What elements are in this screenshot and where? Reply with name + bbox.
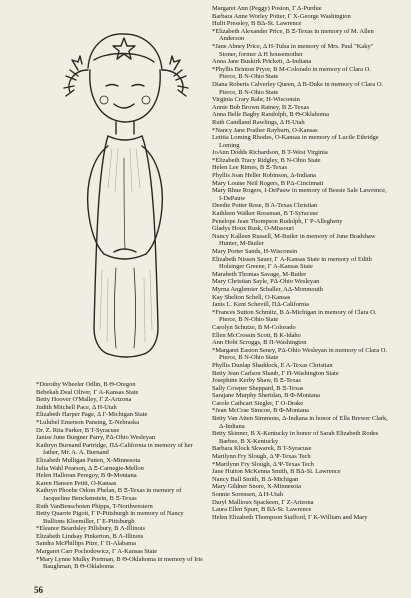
- donor-entry: Ellen McCrossin Scott, B K-Idaho: [212, 331, 301, 339]
- donor-entry: Josephine Kerby Shaw, B Ξ-Texas: [212, 377, 301, 385]
- left-column-entries: [36, 381, 204, 571]
- donor-entry: Ann Hobi Scroggs, B Π-Washington: [212, 339, 307, 347]
- donor-entry: Ruth Candland Rawlings, Δ H-Utah: [212, 118, 305, 126]
- donor-entry: Nancy Kalleen Russell, M-Butler in memory of June Bradshaw Hunter, M-Butler: [212, 232, 376, 248]
- donor-entry: Letitia Loming Rhodes, O-Kansas in memory of Lucile Ethridge Loming: [212, 134, 379, 149]
- donor-entry: Janise June Burgner Parry, PΔ-Ohio Wesleyan: [36, 434, 156, 442]
- donor-entry: Margaret Ann (Peggy) Poston, Γ Δ-Purdue: [212, 5, 322, 12]
- donor-entry: Karen Hansen Petitt, O-Kansas: [36, 479, 117, 487]
- donor-entry: Sally Cowper Sheppard, B Ξ-Texas: [212, 384, 304, 392]
- donor-entry: Anna Belle Bagby Randolph, B Θ-Oklahoma: [212, 111, 329, 119]
- donor-entry: Diana Roberts Calverley Queen, Δ B-Duke in memory of Clara O. Pierce, B N-Ohio State: [212, 80, 383, 96]
- donor-entry: Mary Rhue Rogers, I-DePauw in memory of Bessie Sale Lawrence, I-DePauw: [212, 187, 387, 202]
- donor-entry: Barbara Anne Worley Potter, Γ X-George Washington: [212, 12, 351, 20]
- donor-entry: Julia Wahl Pearson, Δ Ξ-Carnegie-Mellon: [36, 464, 144, 472]
- donor-entry: Helen Lee Rimes, B Ξ-Texas: [212, 164, 287, 172]
- donor-entry: *Frances Sutton Schmitz, B Δ-Michigan in memory of Clara O. Pierce, B N-Ohio State: [212, 308, 377, 324]
- donor-entry: *Dorothy Wheeler Odlin, B Θ-Oregon: [36, 381, 136, 388]
- right-column-entries: [212, 5, 388, 521]
- donor-entry: *Elizabeth Alexander Price, B Ξ-Texas in memory of M. Allen Anderson: [212, 27, 374, 43]
- girl-with-pigtails-illustration: [28, 8, 198, 368]
- donor-entry: Judith Mitchell Pace, Δ H-Utah: [36, 403, 117, 411]
- donor-entry: *Mary Lynne Mulky Portman, B Θ-Oklahoma in memory of Iris Baughman, B Θ-Oklahoma: [36, 555, 203, 571]
- donor-entry: Mary Gildner Snore, X-Minnesota: [212, 483, 301, 491]
- donor-entry: JoAnn Dodds Richardson, B T-West Virginia: [212, 149, 328, 157]
- donor-entry: Carole Cathcart Siegler, Γ O-Drake: [212, 399, 304, 407]
- donor-entry: *Nancy Jane Prather Rayburn, O-Kansas: [212, 126, 318, 134]
- donor-entry: Kathryn Phoebe Odom Phelan, B Ξ-Texas in memory of Jacqueline Benckenstein, B Ξ-Texas: [36, 487, 182, 502]
- donor-entry: Elizabeth Lindsay Pinkerton, B Λ-Illinois: [36, 532, 144, 540]
- donor-entry: Phyllis Joan Heller Robinson, Δ-Indiana: [212, 172, 316, 180]
- donor-entry: Dr. Z. Rita Parker, B T-Syracuse: [36, 426, 120, 434]
- donor-entry: *Jane Abney Price, Δ H-Tulsa in memory of Mrs. Paul "Kaky" Stoner, former Δ H housemother: [212, 42, 374, 58]
- donor-entry: Daryl Mallioux Spackeen, Γ Z-Arizona: [212, 498, 314, 506]
- donor-entry: *Margaret Easton Seney, PΔ-Ohio Wesleyan in memory of Clara O. Pierce, B N-Ohio State: [212, 346, 388, 362]
- donor-entry: Laura Ellen Spurr, B BΔ-St. Lawrence: [212, 506, 312, 514]
- donor-entry: Mary Louise Neil Rogers, B PΔ-Cincinnati: [212, 179, 324, 187]
- donor-entry: *Jean McCrae Simcoe, B Φ-Montana: [212, 407, 309, 415]
- donor-entry: Elizabeth Mulligan Patten, X-Minnesota: [36, 456, 141, 464]
- donor-entry: Sonnie Sorensen, Δ H-Utah: [212, 491, 283, 498]
- donor-entry: Kathleen Walker Rossman, B T-Syracuse: [212, 210, 319, 218]
- donor-entry: Penelope Jean Thompson Rudolph, Γ P-Allegheny: [212, 217, 343, 225]
- donor-entry: Ruth VanBenschoten Phipps, T-Northwestern: [36, 502, 153, 510]
- donor-entry: Betty Hoover O'Malley, Γ Z-Arizona: [36, 396, 132, 404]
- donor-entry: Margaret Carr Pochodowicz, Γ A-Kansas State: [36, 548, 158, 556]
- donor-entry: Jane Hutton McKenna Smith, B BΔ-St. Lawrence: [212, 468, 341, 476]
- donor-entry: Phyllis Dunlap Shaddock, E A-Texas Christian: [212, 361, 333, 369]
- page-number: 56: [34, 585, 43, 595]
- donor-entry: Deedie Potter Rose, B A-Texas Christian: [212, 202, 318, 210]
- donor-entry: Gladys Houx Rusk, O-Missouri: [212, 225, 294, 233]
- donor-entry: Annie Bob Brown Rainey, B Ξ-Texas: [212, 103, 309, 111]
- donor-entry: *Eleanor Beardsley Pillsbury, B Λ-Illinois: [36, 525, 145, 533]
- donor-entry: Nancy Ball Smith, B Δ-Michigan: [212, 475, 299, 483]
- donor-entry: Carolyn Schutze, B M-Colorado: [212, 323, 296, 331]
- donor-entry: *Lulubel Emerson Pansing, Σ-Nebraska: [36, 418, 140, 426]
- donor-entry: Barbara Klock Skwarek, B T-Syracuse: [212, 445, 312, 453]
- donor-entry: Elizabeth Harper Page, Δ Γ-Michigan State: [36, 411, 148, 419]
- donor-entry: Kay Shelton Schell, O-Kansas: [212, 293, 291, 301]
- donor-entry: Mary Porter Sands, H-Wisconsin: [212, 248, 298, 255]
- donor-entry: Sandra McPhillips Pitre, Γ Π-Alabama: [36, 540, 136, 548]
- donor-entry: Anna Jane Buskirk Prickett, Δ-Indiana: [212, 58, 312, 66]
- donor-entry: Mary Christian Sayle, PΔ-Ohio Wesleyan: [212, 278, 320, 286]
- donor-entry: *Phyllis Brinton Pryor, B M-Colorado in memory of Clara O. Pierce, B N-Ohio State: [212, 65, 371, 81]
- donor-entry: Virginia Crary Rahr, H-Wisconsin: [212, 96, 300, 104]
- donor-entry: *Marilynn Fry Slough, Δ Ψ-Texas Tech: [212, 460, 314, 468]
- donor-entry: Marilynn Fry Slough, Δ Ψ-Texas Tech: [212, 453, 311, 461]
- donor-entry: Marabeth Thomas Savage, M-Butler: [212, 270, 307, 278]
- donor-entry: Betty Van Atten Simmons, Δ-Indiana in honor of Ella Brewer Clark, Δ-Indiana: [212, 415, 388, 430]
- donor-entry: Betty Jean Carlson Shaub, Γ H-Washington State: [212, 369, 339, 377]
- donor-entry: Kathryn Burnand Partridge, ΠΔ-California in memory of her father, Mr. A. A. Burnand: [36, 441, 193, 457]
- donor-entry: Sarajane Murphy Sheridan, B Φ-Montana: [212, 392, 320, 400]
- donor-entry: Helen Elizabeth Thompson Stafford, Γ K-William and Mary: [212, 513, 368, 521]
- donor-entry: Betty Skinner, B X-Kentucky in honor of Sarah Elizabeth Rodes Barbee, B X-Kentucky: [212, 430, 379, 445]
- donor-entry: Elizabeth Nissen Sauer, Γ A-Kansas State in memory of Edith Holsinger Greene, Γ A-Kansas State: [212, 255, 372, 271]
- donor-entry: Janis L. Kent Schevill, ΠΔ-California: [212, 301, 309, 309]
- donor-entry: Bebekah Deal Oliver, Γ A-Kansas State: [36, 388, 139, 396]
- donor-entry: Hulit Pressley, B BΔ-St. Lawrence: [212, 20, 302, 28]
- star-icon: [113, 38, 135, 59]
- donor-entry: Helen Halloran Peregoy, B Φ-Montana: [36, 472, 137, 480]
- donor-entry: Betty Quarrie Pigott, Γ P-Pittsburgh in memory of Nancy Bullions Kleemiller, Γ E-Pittsburgh: [36, 510, 184, 525]
- donor-entry: *Elizabeth Tracy Ridgley, B N-Ohio State: [212, 156, 321, 164]
- donor-entry: Myrna Anglemier Schaller, AΔ-Monmouth: [212, 285, 323, 293]
